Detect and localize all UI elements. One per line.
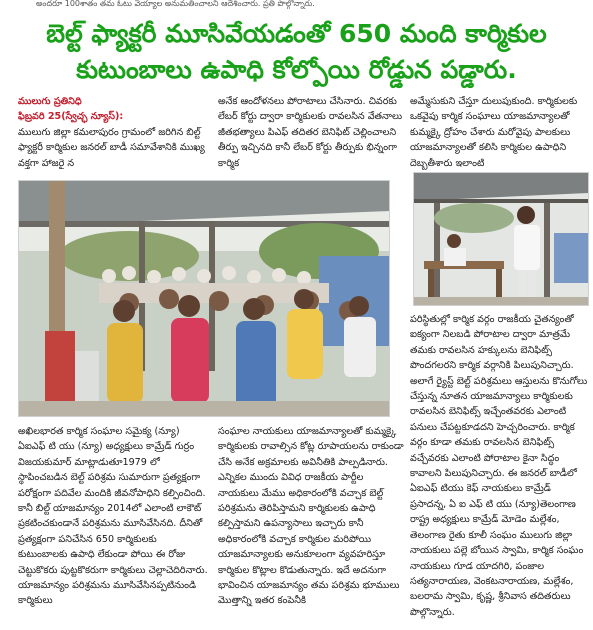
column-3-top-text: అమ్మేసుకుని చేస్తూ దులుపుకుంది. కార్మికులకు ఒకవైపు కార్మిక సంఘాలు యాజమాన్యాలతో కుమ్మక్కై ద్రోహం చేశారు మరోవైపు పాలకులు యాజమాన్యాలతో కలిసి కార్మికుల ఉపాధిని దెబ్బతీశారు ఇలాంటి: [410, 96, 578, 169]
column-1-bottom: [18, 424, 208, 630]
column-1-top: [18, 94, 208, 174]
dateline-place: ములుగు ప్రతినిధి: [18, 96, 82, 107]
column-2-top: [218, 94, 406, 174]
column-3-top: [410, 94, 588, 174]
speaker-photo-drawing: [414, 173, 588, 305]
headline-line-2: కుటుంబాలు ఉపాధి కోల్పోయి రోడ్డున పడ్డారు.: [76, 55, 517, 84]
audience-photo-drawing: [19, 181, 389, 416]
headline: [0, 16, 593, 88]
meeting-audience-photo: [18, 180, 390, 417]
column-1-bottom-text: అఖిలభారత కార్మిక సంఘాల సమైక్య (న్యూ) ఏఐఎఫ్ టి యు (న్యూ) అధ్యక్షులు కామ్రేడ్ గుర్రం విజయకుమార్ మాట్లాడుతూ1979 లో స్థాపించబడిన బెల్ట్ పరిశ్రమ సుమారుగా ప్రత్యక్షంగా పరోక్షంగా పదివేల మందికి జీవనోపాధిని కల్పించింది. కానీ బిల్ట్ యాజమాన్యం 2014లో ఎలాంటి లాకౌట్ ప్రకటించకుండానే పరిశ్రమను మూసివేసినది. దీనితో ప్రత్యక్షంగా పనిచేసిన 650 కార్మికులకు కుటుంబాలకు ఉపాధి లేకుండా పోయి ఈ రోజు చెట్టుకొకరు పుట్టకొకరుగా కార్మికులు చెల్లాచెదిరినారు. యాజమాన్యం పరిశ్రమను మూసివేసినప్పటినుండి కార్మికులు: [18, 426, 208, 607]
column-2-top-text: అనేక ఆందోళనలు పోరాటాలు చేసినారు. చివరకు లేబర్ కోర్టు ద్వారా కార్మికులకు రావలసిన వేతనాలు జీతభత్యాలు పిఎఫ్ తదితర బెనిఫిట్ చెల్లించాలని తీర్పు ఇచ్చినది కానీ లేబర్ కోర్టు తీర్పుకు భిన్నంగా కార్మిక: [218, 96, 403, 169]
speaker-at-meeting-photo: [413, 172, 589, 306]
dateline-date: ఫిబ్రవరి 25(స్వేచ్ఛ న్యూస్):: [18, 111, 124, 123]
column-2-bottom-text: సంఘాల నాయకులు యాజమాన్యాలతో కుమ్మక్కై కార్మికులకు రావాల్సిన కోట్ల రూపాయలను రాకుండా చేసి అనేక అక్రమాలకు అవినీతికి పాల్పడినారు. ఎన్నికల ముందు వివిధ రాజకీయ పార్టీల నాయకులు మేము అధికారంలోకి వచ్చాక బెల్ట్ పరిశ్రమను తెరిపిస్తామని కార్మికులకు ఉపాధి కల్పిస్తామని ఉపన్యాసాలు ఇచ్చారు కానీ అధికారంలోకి వచ్చాక కార్మికుల మరిపోయి యాజమాన్యాలకు అనుకూలంగా వ్యవహరిస్తూ కార్మికుల కొట్లాల కొడుతున్నారు. ఇదే అదనుగా భావించిన యాజమాన్యం తమ పరిశ్రమ భూములు మొత్తాన్ని ఇతర కంపెనీకి: [218, 426, 404, 607]
column-1-top-text: ములుగు జిల్లా కమలాపురం గ్రామంలో జరిగిన బిల్ట్ ఫ్యాక్టరీ కార్మికుల జనరల్ బాడీ సమావేశానికి ముఖ్య వక్తగా హాజరై న: [18, 126, 205, 169]
column-3-middle: [410, 312, 588, 630]
column-2-bottom: [218, 424, 406, 630]
column-3-middle-text: పరిస్థితుల్లో కార్మిక వర్గం రాజకీయ చైతన్యంతో ఐక్యంగా నిలబడి పోరాటాల ద్వారా మాత్రమే తమకు రావలసిన హక్కులను బెనిఫిట్స్ పొందగలరని కార్మిక వర్గానికి పిలుపునిచ్చారు. అలాగే ర్యైస్ట్ బెల్ట్ పరిశ్రమలు ఆస్తులను కొనుగోలు చేస్తున్న నూతన యాజమాన్యాలు కార్మికులకు రావలసిన బెనిఫిట్స్ ఇచ్చేంతవరకు ఎలాంటి పనులు చేపట్టకూడదని హెచ్చరించారు. కార్మిక వర్గం కూడా తమకు రావలసిన బెనిఫిట్స్ వచ్చేవరకు ఎలాంటి పోరాటాల కైనా సిద్ధం కావాలని పిలుపునిచ్చారు. ఈ జనరల్ బాడీలో ఏఐఎఫ్ టియు కెఫ్ నాయకులు కామ్రేడ్ ప్రసాదన్న, ఏ ఐ ఎఫ్ టి యు (న్యూ)తెలంగాణ రాష్ట్ర అధ్యక్షులు కామ్రేడ్ మోడెం మల్లేశం, తెలంగాణ రైతు కూలీ సంఘం ములుగు జిల్లా నాయకులు పల్లె బోయిన స్వామి, కార్మిక సంఘం నాయకులు గూడ యాదగిరి, పంజాల సత్యనారాయణ, వెంకటనారాయణ, మల్లేశం, బలరామ స్వామి, కృష్ణ, శ్రీనివాస తదితరులు పొల్గొన్నారు.: [410, 314, 588, 618]
headline-line-1: బెల్ట్ ఫ్యాక్టరీ మూసివేయడంతో 650 మంది కార్మికుల: [46, 19, 547, 48]
top-strip: అందరూ 100శాతం తమ ఓటు వెయ్యాల అనుమతించాలని ఆదేశించారు. ప్రతి పొల్గొన్నారు.: [36, 0, 315, 8]
